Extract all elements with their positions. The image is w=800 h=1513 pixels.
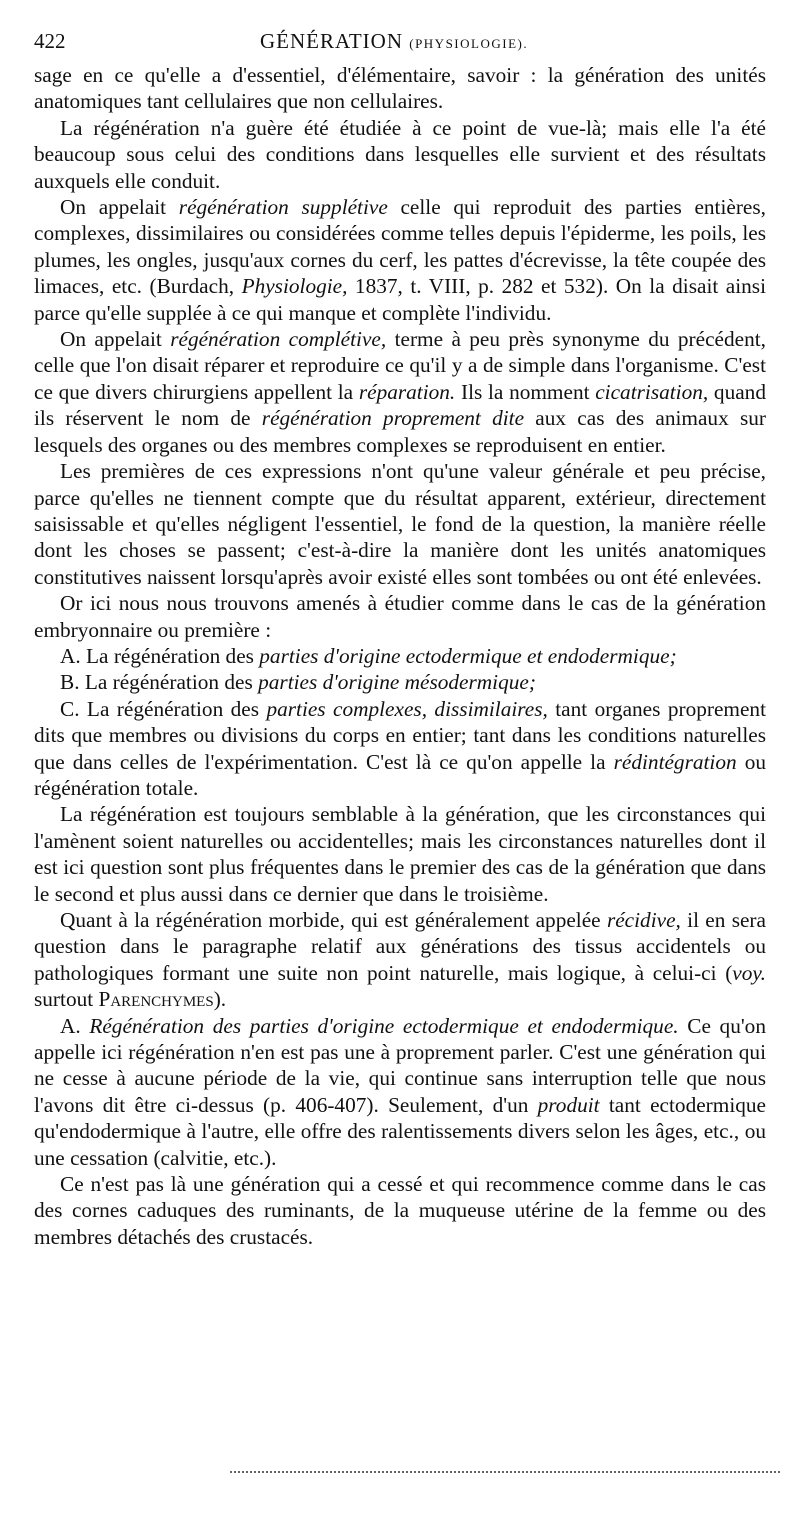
paragraph-2	[34, 115, 766, 194]
text-run: récidive,	[606, 908, 681, 932]
text-run: celle qui reproduit des parties entières, complexes, dissimilaires ou considérées comme telles depuis l'épiderme, les poils, les plumes, les ongles, jusqu'aux cornes du cerf, les pattes d'écrevisse, la tête coupée des limaces, etc. (Burdach,	[34, 195, 766, 299]
paragraph-10	[34, 801, 766, 907]
text-run: ou régénération totale.	[34, 749, 766, 800]
text-run: sage en ce qu'elle a d'essentiel, d'élémentaire, savoir : la génération des unités anatomiques tant cellulaires que non cellulaires.	[34, 63, 766, 114]
text-run: voy.	[732, 960, 766, 985]
text-run: Ils la nomment	[455, 379, 596, 404]
footer-dotted-rule	[230, 1471, 780, 1473]
text-run: il en sera question dans le paragraphe relatif aux générations des tissus accidentels ou pathologiques formant une suite non point naturelle, mais logique, à celui-ci (	[34, 908, 766, 985]
text-run: Parenchymes	[98, 987, 214, 1012]
body-text	[34, 62, 766, 1250]
running-header	[34, 28, 766, 58]
list-item-a	[34, 643, 766, 669]
text-run: régénération complétive,	[170, 327, 387, 352]
text-run: On appelait	[60, 327, 171, 352]
running-title-main: GÉNÉRATION	[260, 29, 403, 53]
text-run: régénération supplétive	[178, 195, 388, 220]
paragraph-4	[34, 326, 766, 458]
text-run: parties d'origine ectodermique et endodermique;	[259, 643, 677, 668]
paragraph-11	[34, 907, 766, 1013]
text-run: quand ils réservent le nom de	[34, 379, 766, 431]
text-run: Physiologie,	[241, 274, 348, 299]
text-run: parties complexes, dissimilaires,	[266, 696, 548, 721]
text-run: C. La régénération des	[60, 696, 267, 721]
text-run: Quant à la régénération morbide, qui est généralement appelée	[60, 908, 607, 932]
text-run: cicatrisation,	[595, 379, 709, 404]
text-run: Or ici nous nous trouvons amenés à étudier comme dans le cas de la génération embryonnaire ou première :	[34, 591, 766, 642]
page-number: 422	[34, 29, 66, 53]
paragraph-6	[34, 590, 766, 643]
paragraph-13	[34, 1171, 766, 1250]
list-item-c	[34, 696, 766, 802]
paragraph-1	[34, 62, 766, 115]
text-run: produit	[537, 1092, 600, 1117]
text-run: parties d'origine mésodermique;	[258, 670, 536, 695]
text-run: A.	[60, 1013, 90, 1038]
paragraph-3	[34, 194, 766, 326]
text-run: Les premières de ces expressions n'ont qu'une valeur générale et peu précise, parce qu'elles ne tiennent compte que du résultat apparent, extérieur, directement saisissable et qu'elles négligent l'essentiel, le fond de la question, la manière réelle dont les choses se passent; c'est-à-dire la manière dont les unités anatomiques constitutives naissent lorsqu'après avoir existé elles sont tombées ou ont été enlevées.	[34, 459, 766, 589]
text-run: B. La régénération des	[60, 670, 259, 695]
running-title	[260, 28, 528, 57]
text-run: aux cas des animaux sur lesquels des organes ou des membres complexes se reproduisent en entier.	[34, 406, 766, 457]
text-run: Régénération des parties d'origine ectodermique et endodermique.	[89, 1013, 679, 1038]
paragraph-5	[34, 458, 766, 590]
text-run: Ce qu'on appelle ici régénération n'en est pas une à proprement parler. C'est une génération qui ne cesse à aucune période de la vie, qui continue sans interruption telle que nous l'avons dit être ci-dessus (p. 406-407). Seulement, d'un	[34, 1013, 766, 1117]
text-run: On appelait	[60, 195, 179, 220]
text-run: Ce n'est pas là une génération qui a cessé et qui recommence comme dans le cas des cornes caduques des ruminants, de la muqueuse utérine de la femme ou des membres détachés des crustacés.	[34, 1172, 766, 1249]
text-run: réparation.	[358, 379, 456, 404]
section-a-paragraph	[34, 1013, 766, 1171]
list-item-b	[34, 669, 766, 695]
text-run: tant ectodermique qu'endodermique à l'autre, elle offre des ralentissements divers selon les âges, etc., ou une cessation (calvitie, etc.).	[34, 1092, 766, 1170]
text-run: La régénération est toujours semblable à la génération, que les circonstances qui l'amènent soient naturelles ou accidentelles; mais les circonstances naturelles dont il est ici question sont plus fréquentes dans le premier des cas de la génération que dans le second et plus aussi dans ce dernier que dans le troisième.	[34, 802, 766, 906]
text-run: terme à peu près synonyme du précédent, celle que l'on disait réparer et reproduire ce qu'il y a de simple dans l'organisme. C'est ce que divers chirurgiens appellent la	[34, 327, 766, 404]
running-title-sub: (PHYSIOLOGIE).	[409, 36, 529, 51]
text-run: tant organes proprement dits que membres ou divisions du corps en entier; tant dans les conditions naturelles que dans celles de l'expérimentation. C'est là ce qu'on appelle la	[34, 696, 766, 774]
text-run: La régénération n'a guère été étudiée à ce point de vue-là; mais elle l'a été beaucoup sous celui des conditions dans lesquelles elle survient et des résultats auxquels elle conduit.	[34, 115, 766, 193]
text-run: rédintégration	[613, 749, 737, 774]
text-run: ).	[213, 987, 227, 1012]
text-run: surtout	[34, 987, 99, 1012]
text-run: régénération proprement dite	[261, 406, 525, 431]
text-run: A. La régénération des	[60, 643, 260, 668]
text-run: 1837, t. VIII, p. 282 et 532). On la disait ainsi parce qu'elle supplée à ce qui manque et complète l'individu.	[34, 274, 766, 325]
